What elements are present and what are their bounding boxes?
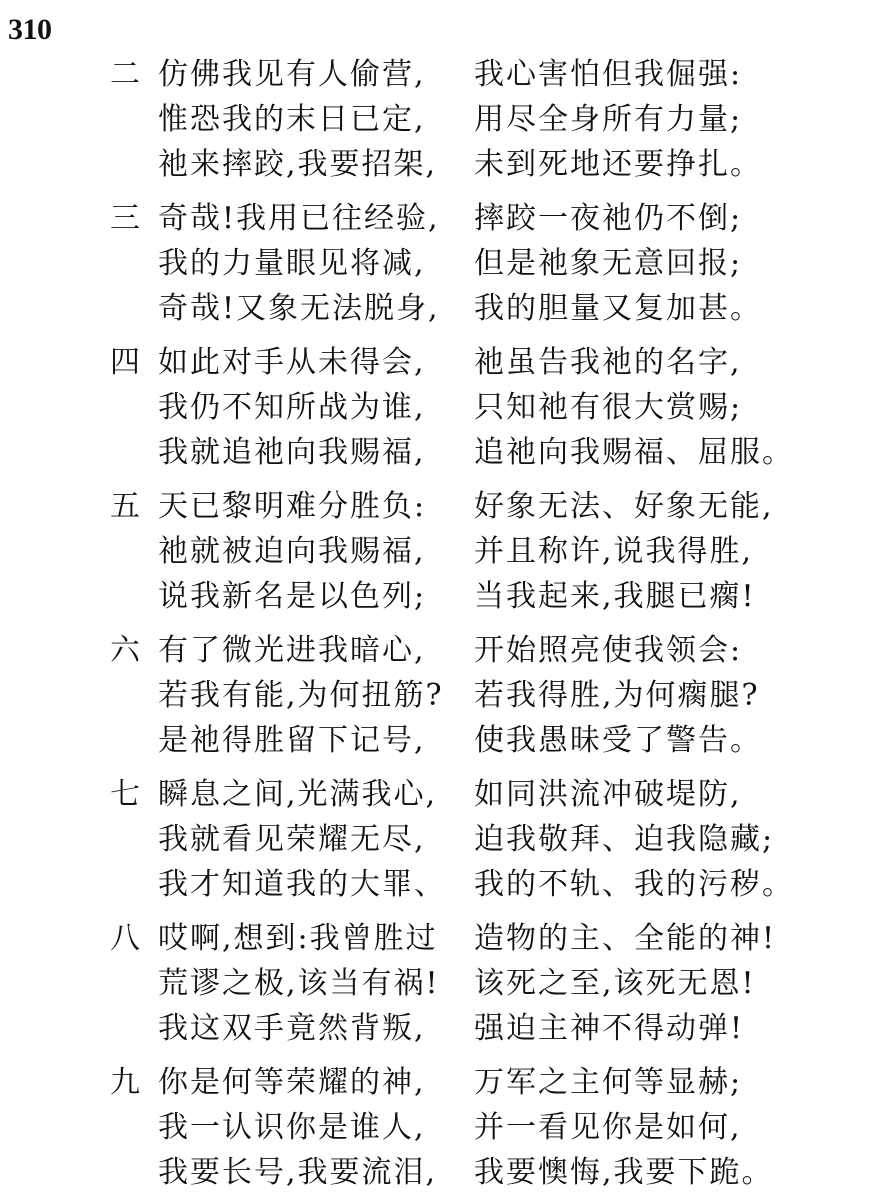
- verse-line-right: 并一看见你是如何,: [474, 1110, 742, 1145]
- stanza-number: 五: [110, 489, 140, 524]
- stanza-number: 三: [110, 201, 140, 236]
- stanza-number: 七: [110, 777, 140, 812]
- verse-line-right: 使我愚昧受了警告。: [474, 723, 762, 758]
- verse-line-left: 哎啊,想到:我曾胜过: [158, 921, 438, 956]
- stanza: [0, 196, 885, 340]
- verse-line-right: 未到死地还要挣扎。: [474, 147, 762, 182]
- verse-line-left: 你是何等荣耀的神,: [158, 1065, 426, 1100]
- verse-line-left: 天已黎明难分胜负:: [158, 489, 427, 524]
- stanza-number: 六: [110, 633, 140, 668]
- verse-line-left: 说我新名是以色列;: [158, 579, 427, 614]
- stanza: [0, 52, 885, 196]
- verse-line-left: 惟恐我的末日已定,: [158, 102, 426, 137]
- verse-line-left: 我一认识你是谁人,: [158, 1110, 426, 1145]
- verse-line-left: 祂来摔跤,我要招架,: [158, 147, 438, 182]
- verse-line-right: 强迫主神不得动弹!: [474, 1011, 745, 1046]
- verse-line-right: 我的胆量又复加甚。: [474, 291, 762, 326]
- verse-line-right: 追祂向我赐福、屈服。: [474, 435, 794, 470]
- page-number: 310: [8, 13, 52, 46]
- verse-line-right: 我的不轨、我的污秽。: [474, 867, 794, 902]
- stanza-number: 九: [110, 1065, 140, 1100]
- verse-line-left: 瞬息之间,光满我心,: [158, 777, 438, 812]
- verse-line-left: 我就看见荣耀无尽,: [158, 822, 426, 857]
- stanza: [0, 340, 885, 484]
- verse-line-left: 我这双手竟然背叛,: [158, 1011, 426, 1046]
- verse-line-right: 迫我敬拜、迫我隐藏;: [474, 822, 775, 857]
- verse-line-left: 仿佛我见有人偷营,: [158, 57, 426, 92]
- verse-line-right: 该死之至,该死无恩!: [474, 966, 756, 1001]
- stanza-number: 四: [110, 345, 140, 380]
- verse-line-left: 我仍不知所战为谁,: [158, 390, 426, 425]
- verse-line-left: 有了微光进我暗心,: [158, 633, 426, 668]
- verse-line-right: 我要懊悔,我要下跪。: [474, 1155, 774, 1190]
- stanza: [0, 484, 885, 628]
- verse-line-left: 若我有能,为何扭筋?: [158, 678, 444, 713]
- hymn-stanzas: [0, 52, 885, 1204]
- verse-line-left: 是祂得胜留下记号,: [158, 723, 426, 758]
- stanza: [0, 916, 885, 1060]
- verse-line-right: 如同洪流冲破堤防,: [474, 777, 742, 812]
- verse-line-right: 祂虽告我祂的名字,: [474, 345, 742, 380]
- verse-line-right: 万军之主何等显赫;: [474, 1065, 743, 1100]
- verse-line-right: 我心害怕但我倔强:: [474, 57, 743, 92]
- stanza: [0, 1060, 885, 1204]
- verse-line-right: 用尽全身所有力量;: [474, 102, 743, 137]
- stanza: [0, 628, 885, 772]
- verse-line-left: 祂就被迫向我赐福,: [158, 534, 426, 569]
- verse-line-right: 开始照亮使我领会:: [474, 633, 743, 668]
- stanza-number: 二: [110, 57, 140, 92]
- stanza: [0, 772, 885, 916]
- verse-line-left: 奇哉!我用已往经验,: [158, 201, 440, 236]
- verse-line-left: 如此对手从未得会,: [158, 345, 426, 380]
- verse-line-right: 摔跤一夜祂仍不倒;: [474, 201, 743, 236]
- stanza-number: 八: [110, 921, 140, 956]
- verse-line-right: 造物的主、全能的神!: [474, 921, 777, 956]
- verse-line-left: 我的力量眼见将减,: [158, 246, 426, 281]
- verse-line-left: 我就追祂向我赐福,: [158, 435, 426, 470]
- verse-line-right: 但是祂象无意回报;: [474, 246, 743, 281]
- verse-line-left: 荒谬之极,该当有祸!: [158, 966, 440, 1001]
- verse-line-right: 好象无法、好象无能,: [474, 489, 774, 524]
- verse-line-left: 我才知道我的大罪、: [158, 867, 446, 902]
- verse-line-right: 若我得胜,为何瘸腿?: [474, 678, 760, 713]
- verse-line-right: 只知祂有很大赏赐;: [474, 390, 743, 425]
- verse-line-right: 并且称许,说我得胜,: [474, 534, 754, 569]
- verse-line-left: 我要长号,我要流泪,: [158, 1155, 438, 1190]
- verse-line-left: 奇哉!又象无法脱身,: [158, 291, 440, 326]
- verse-line-right: 当我起来,我腿已瘸!: [474, 579, 756, 614]
